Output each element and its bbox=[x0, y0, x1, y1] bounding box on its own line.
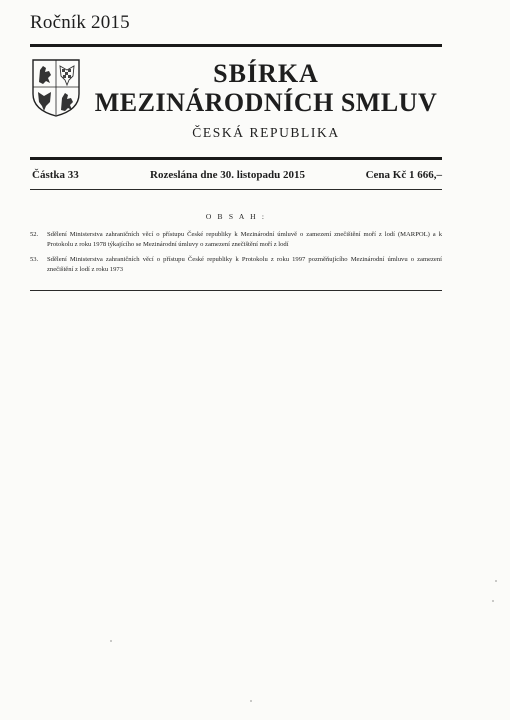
publication-title-line2: MEZINÁRODNÍCH SMLUV bbox=[94, 88, 438, 117]
issue-top-divider bbox=[30, 157, 442, 160]
scan-speck bbox=[495, 580, 497, 582]
volume-label: Ročník 2015 bbox=[30, 12, 130, 33]
publication-title-block bbox=[90, 60, 442, 141]
issue-part-number: Částka 33 bbox=[32, 169, 79, 181]
contents-bottom-divider bbox=[30, 290, 442, 291]
scan-speck bbox=[250, 700, 252, 702]
issue-price: Cena Kč 1 666,– bbox=[365, 169, 442, 181]
publication-title-line1: SBÍRKA bbox=[213, 59, 319, 88]
entry-number: 52. bbox=[30, 231, 39, 238]
state-emblem-icon bbox=[31, 58, 81, 118]
entry-number: 53. bbox=[30, 256, 39, 263]
contents-entry bbox=[30, 230, 442, 250]
top-divider bbox=[30, 44, 442, 47]
issue-bottom-divider bbox=[30, 189, 442, 190]
contents-heading: O B S A H : bbox=[205, 212, 267, 221]
country-subtitle: ČESKÁ REPUBLIKA bbox=[192, 125, 340, 140]
scan-speck bbox=[110, 640, 112, 642]
entry-text: Sdělení Ministerstva zahraničních věcí o přístupu České republiky k Protokolu z roku 1997 pozměňujícího Mezinárodní úmluvu o zamezení znečištění z lodí z roku 1973 bbox=[47, 256, 442, 273]
entry-text: Sdělení Ministerstva zahraničních věcí o přístupu České republiky k Mezinárodní úmluvě o zamezení znečištění moří z lodí (MARPOL) a k Protokolu z roku 1978 týkajícího se Mezinárodní úmluvy o zamezení znečištění moří z lodí bbox=[47, 231, 442, 248]
issue-date: Rozeslána dne 30. listopadu 2015 bbox=[150, 169, 305, 181]
scan-speck bbox=[492, 600, 494, 602]
contents-entry bbox=[30, 255, 442, 275]
